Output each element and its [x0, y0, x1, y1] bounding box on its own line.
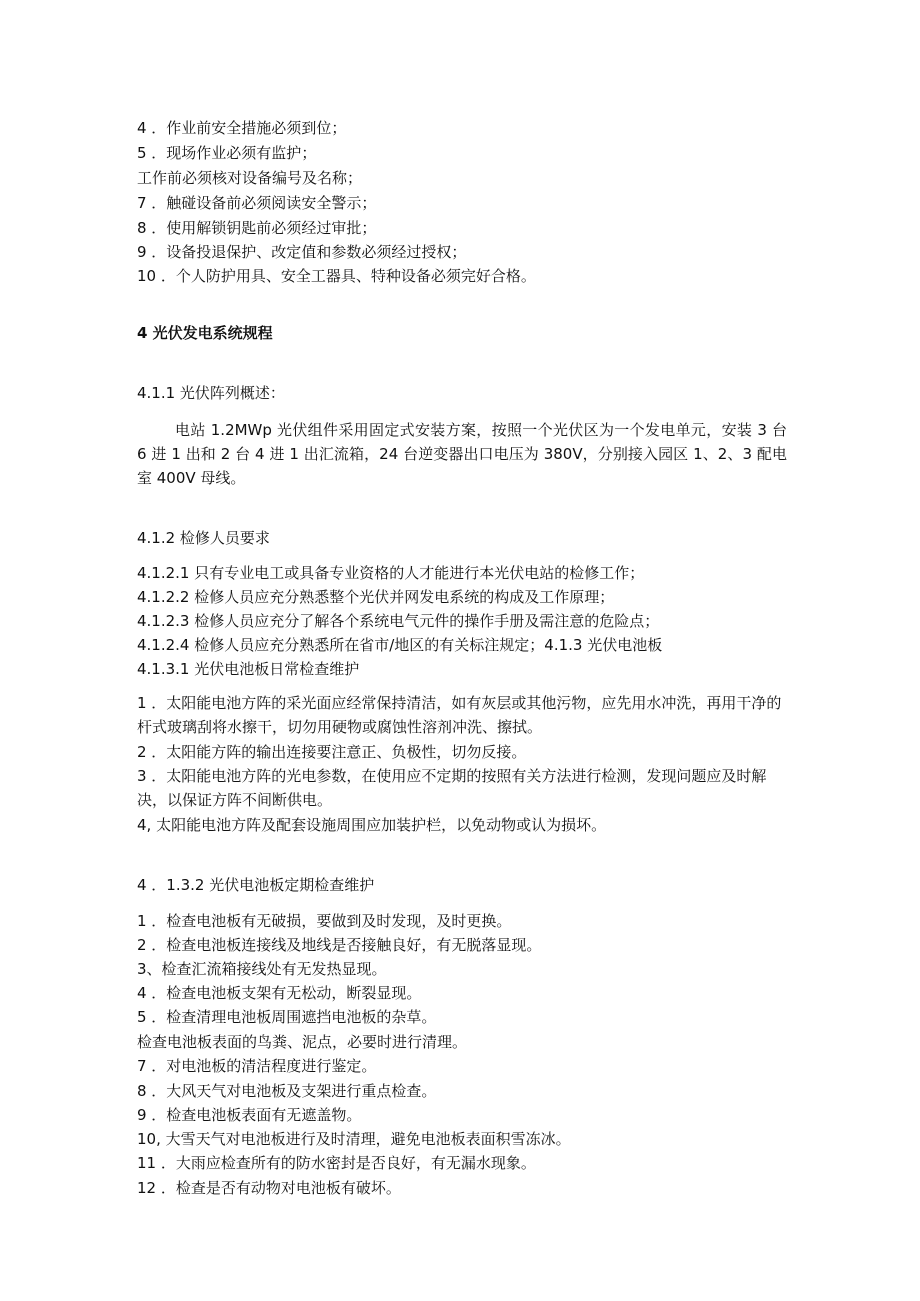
list-item: 9 ．设备投退保护、改定值和参数必须经过授权； [137, 243, 467, 261]
list-item: 9 ．检查电池板表面有无遮盖物。 [137, 1106, 362, 1124]
section-heading-4-1-3-2: 4 ．1.3.2 光伏电池板定期检查维护 [137, 876, 375, 894]
list-item: 1 ．检查电池板有无破损，要做到及时发现，及时更换。 [137, 912, 512, 930]
list-item: 5 ．现场作业必须有监护； [137, 144, 317, 162]
list-item: 11 ．大雨应检查所有的防水密封是否良好，有无漏水现象。 [137, 1154, 536, 1172]
list-item: 3、检查汇流箱接线处有无发热显现。 [137, 960, 387, 978]
list-item: 工作前必须核对设备编号及名称； [137, 169, 363, 187]
list-item: 2 ．太阳能方阵的输出连接要注意正、负极性，切勿反接。 [137, 743, 527, 761]
list-item: 5 ．检查清理电池板周围遮挡电池板的杂草。 [137, 1008, 437, 1026]
list-item: 10, 大雪天气对电池板进行及时清理，避免电池板表面积雪冻冰。 [137, 1130, 571, 1148]
list-item: 4 ．检查电池板支架有无松动，断裂显现。 [137, 984, 422, 1002]
list-item: 检查电池板表面的鸟粪、泥点，必要时进行清理。 [137, 1033, 468, 1051]
chapter-title: 4 光伏发电系统规程 [137, 324, 273, 342]
list-item: 4.1.3.1 光伏电池板日常检查维护 [137, 660, 360, 678]
list-item: 7 ．触碰设备前必须阅读安全警示； [137, 194, 377, 212]
list-item: 4.1.2.2 检修人员应充分熟悉整个光伏并网发电系统的构成及工作原理； [137, 588, 615, 606]
section-paragraph: 电站 1.2MWp 光伏组件采用固定式安装方案，按照一个光伏区为一个发电单元，安装 3 台 6 进 1 出和 2 台 4 进 1 出汇流箱，24 台逆变器出口电压为 380V，分别接入园区 1、2、3 配电室 400V 母线。 [137, 421, 787, 487]
section-heading-4-1-1: 4.1.1 光伏阵列概述： [137, 384, 285, 402]
list-item: 4.1.2.4 检修人员应充分熟悉所在省市/地区的有关标注规定；4.1.3 光伏电池板 [137, 636, 663, 654]
list-item: 8 ．使用解锁钥匙前必须经过审批； [137, 219, 377, 237]
section-heading-4-1-2: 4.1.2 检修人员要求 [137, 529, 270, 547]
list-item: 1 ．太阳能电池方阵的采光面应经常保持清洁，如有灰层或其他污物，应先用水冲洗，再用干净的杆式玻璃刮将水擦干，切勿用硬物或腐蚀性溶剂冲洗、擦拭。 [137, 694, 782, 736]
list-item: 2 ．检查电池板连接线及地线是否接触良好，有无脱落显现。 [137, 936, 542, 954]
list-item: 4.1.2.1 只有专业电工或具备专业资格的人才能进行本光伏电站的检修工作； [137, 564, 645, 582]
list-item: 4, 太阳能电池方阵及配套设施周围应加装护栏，以免动物或认为损坏。 [137, 816, 607, 834]
list-item: 12 ．检查是否有动物对电池板有破坏。 [137, 1179, 401, 1197]
list-item: 3 ．太阳能电池方阵的光电参数，在使用应不定期的按照有关方法进行检测，发现问题应及时解决，以保证方阵不间断供电。 [137, 767, 767, 809]
list-item: 8 ．大风天气对电池板及支架进行重点检查。 [137, 1082, 437, 1100]
list-item: 4.1.2.3 检修人员应充分了解各个系统电气元件的操作手册及需注意的危险点； [137, 612, 660, 630]
list-item: 10 ．个人防护用具、安全工器具、特种设备必须完好合格。 [137, 267, 536, 285]
list-item: 7 ．对电池板的清洁程度进行鉴定。 [137, 1057, 377, 1075]
list-item: 4 ．作业前安全措施必须到位； [137, 119, 347, 137]
